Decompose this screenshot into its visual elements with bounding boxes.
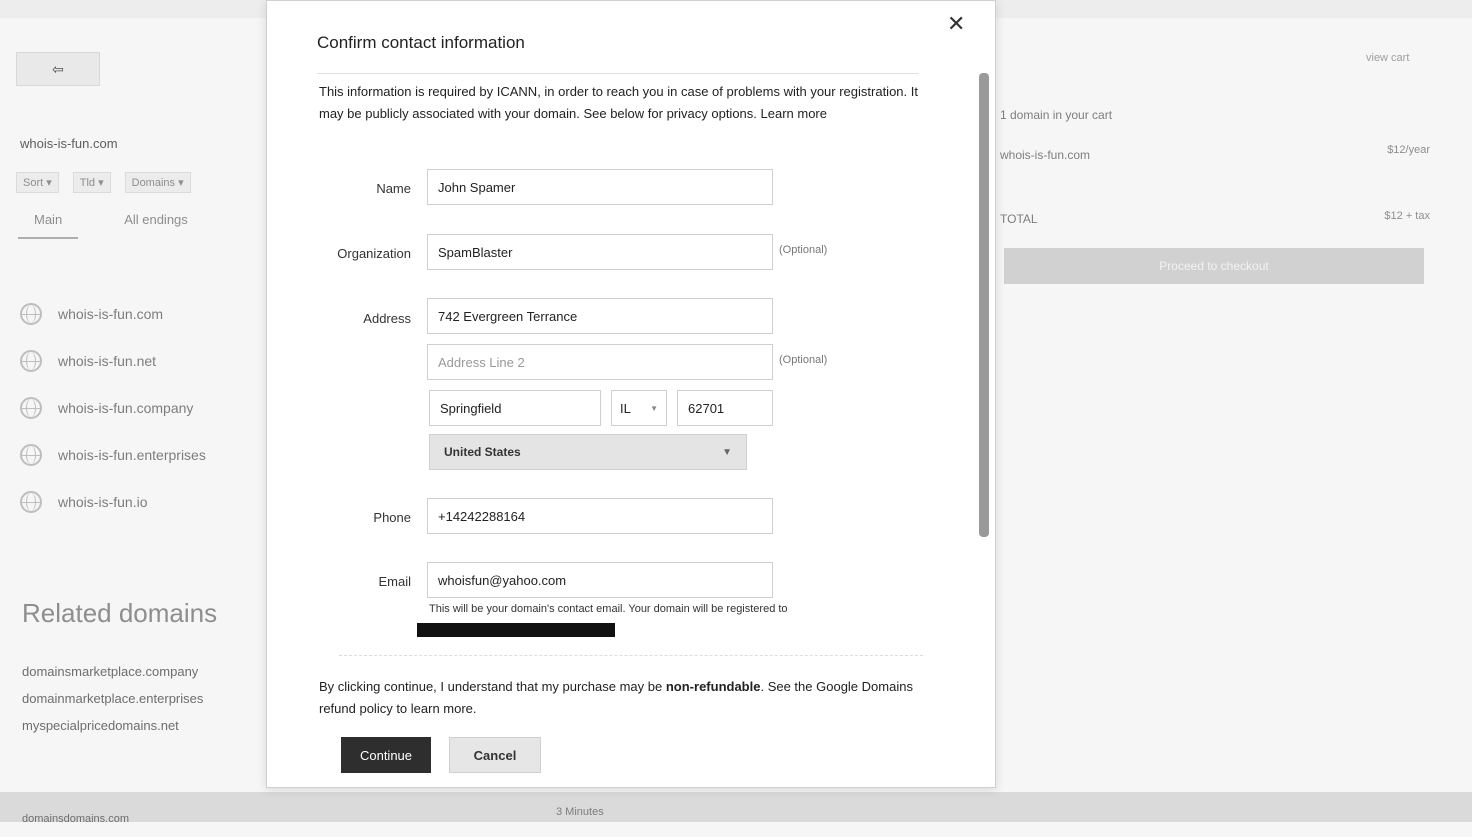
zip-field[interactable] <box>677 390 773 426</box>
non-refundable-text: non-refundable <box>665 679 761 694</box>
cart-count: 1 domain in your cart <box>1000 108 1113 122</box>
country-select[interactable] <box>429 434 747 470</box>
name-label: Name <box>376 181 411 196</box>
organization-label: Organization <box>337 246 411 261</box>
chevron-down-icon: ▼ <box>722 446 732 458</box>
phone-field[interactable] <box>427 498 773 534</box>
related-item[interactable]: domainsmarketplace.company <box>22 664 199 679</box>
name-field[interactable] <box>427 169 773 205</box>
scrollbar[interactable] <box>979 73 989 537</box>
divider <box>317 73 919 74</box>
intro-body: This information is required by ICANN, in order to reach you in case of problems with your registration. It may be publicly associated with your domain. See below for privacy options. <box>319 84 918 121</box>
phone-label: Phone <box>373 510 411 525</box>
domain-name: whois-is-fun.net <box>58 352 157 369</box>
city-field[interactable] <box>429 390 601 426</box>
learn-more-link[interactable]: Learn more <box>760 106 827 121</box>
disclaimer-text: . See the Google Domains refund policy to learn more. <box>319 679 913 716</box>
domain-name: whois-is-fun.io <box>58 493 148 510</box>
checkout-button[interactable]: Proceed to checkout <box>1004 248 1424 284</box>
optional-note: (Optional) <box>779 244 828 256</box>
email-hint: This will be your domain's contact email. Your domain will be registered to <box>429 603 788 615</box>
domain-name: whois-is-fun.com <box>58 305 164 322</box>
address-line2-field[interactable] <box>427 344 773 380</box>
dialog-title: Confirm contact information <box>317 33 525 52</box>
search-query: whois-is-fun.com <box>20 136 118 151</box>
domain-name: whois-is-fun.company <box>58 399 194 416</box>
cart-total-price: $12 + tax <box>1384 210 1430 222</box>
view-cart-link[interactable]: view cart <box>1366 52 1410 64</box>
address-line1-field[interactable] <box>427 298 773 334</box>
email-label: Email <box>378 574 411 589</box>
footer-text: 3 Minutes <box>556 806 604 818</box>
contact-info-dialog <box>266 0 996 788</box>
domain-name: whois-is-fun.enterprises <box>58 446 206 463</box>
related-item[interactable]: domainsdomains.com <box>22 813 129 825</box>
disclaimer-text: By clicking continue, I understand that my purchase may be <box>319 679 666 694</box>
close-icon[interactable]: ✕ <box>947 11 966 36</box>
email-field[interactable] <box>427 562 773 598</box>
organization-field[interactable] <box>427 234 773 270</box>
state-value: IL <box>620 400 631 416</box>
related-item[interactable]: myspecialpricedomains.net <box>22 718 179 733</box>
cart-total-label: TOTAL <box>1000 212 1038 226</box>
filter-sort[interactable]: Sort ▾ <box>16 172 59 193</box>
intro-text <box>319 81 919 125</box>
state-select[interactable] <box>611 390 667 426</box>
cancel-button[interactable]: Cancel <box>449 737 541 773</box>
filter-domains[interactable]: Domains ▾ <box>125 172 191 193</box>
address-label: Address <box>363 311 411 326</box>
cart-domain-price: $12/year <box>1387 144 1430 156</box>
back-arrow-icon: ⇦ <box>52 60 64 77</box>
tab-main[interactable]: Main <box>18 212 78 239</box>
related-item[interactable]: domainmarketplace.enterprises <box>22 691 204 706</box>
related-domains-title: Related domains <box>22 598 218 628</box>
chevron-down-icon: ▼ <box>650 403 658 413</box>
optional-note: (Optional) <box>779 354 828 366</box>
divider <box>339 655 923 656</box>
tab-all-endings[interactable]: All endings <box>124 212 188 227</box>
cart-domain: whois-is-fun.com <box>1000 148 1091 162</box>
continue-button[interactable]: Continue <box>341 737 431 773</box>
refund-disclaimer <box>319 676 949 720</box>
filter-tld[interactable]: Tld ▾ <box>73 172 111 193</box>
redacted-block <box>417 623 615 637</box>
country-value: United States <box>444 445 521 459</box>
